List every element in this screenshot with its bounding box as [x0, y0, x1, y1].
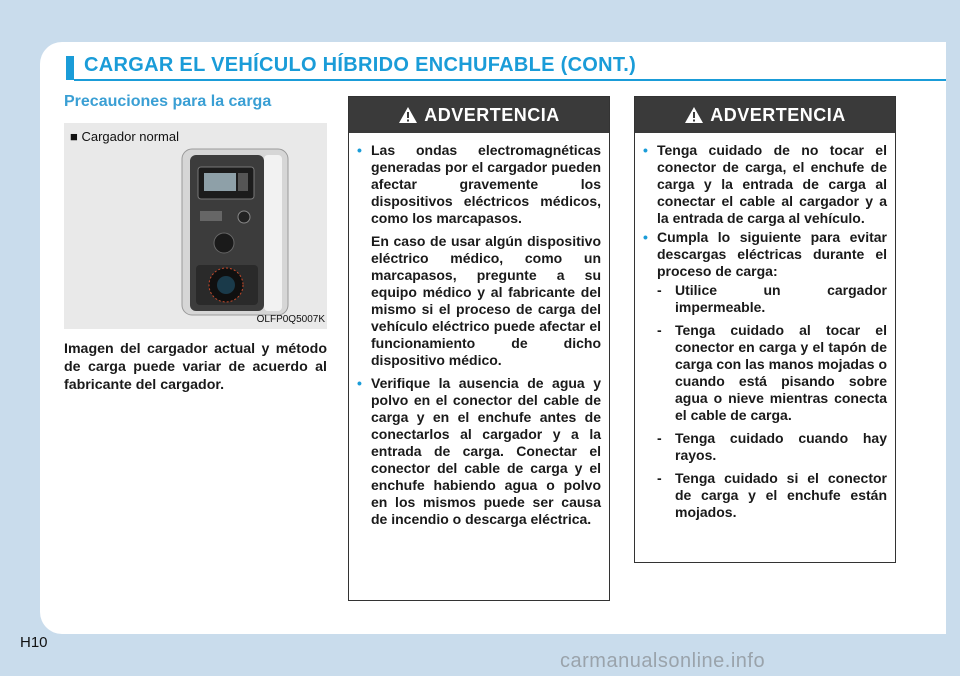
warning-bullet: • Verifique la ausencia de agua y polvo en el conector del cable de carga y en el enchufe antes de conectarlos al cargador y a la entrada de carga. Conectar el conector del cable de carga y el enchufe habiendo agua o polvo en los mismos puede ser causa de incendio o descarga eléctrica. — [357, 375, 601, 528]
warning-title: ADVERTENCIA — [424, 104, 560, 125]
dash-mark: - — [657, 430, 662, 446]
warning-paragraph: En caso de usar algún dispositivo eléctrico médico, como un marcapasos, pregunte a su equipo médico y al fabricante del mismo si el proceso de carga del vehículo eléctrico puede afectar el funcionamiento de dicho dispositivo médico. — [371, 233, 601, 368]
dash-text: Tenga cuidado cuando hay rayos. — [675, 430, 887, 463]
warning-dash-item — [643, 322, 887, 424]
figure-caption: ■ Cargador normal — [70, 129, 180, 144]
figure-code: OLFP0Q5007K — [256, 314, 325, 325]
warning-dash-item — [643, 430, 887, 464]
dash-text: Utilice un cargador impermeable. — [675, 282, 887, 315]
warning-bullet: • Tenga cuidado de no tocar el conector de carga, el enchufe de carga y la entrada de carga al conectar el cable al cargador y a la entrada de carga al vehículo. — [643, 142, 887, 227]
header-accent-bar — [66, 56, 74, 80]
warning-header — [349, 97, 609, 133]
dash-text: Tenga cuidado al tocar el conector en carga y el tapón de carga con las manos mojadas o cuando está pisando sobre agua o nieve mientras conecta el cable de carga. — [675, 322, 887, 423]
dash-mark: - — [657, 322, 662, 338]
warning-box-left — [348, 96, 610, 601]
watermark: carmanualsonline.info — [560, 650, 766, 672]
figure-note: Imagen del cargador actual y método de carga puede variar de acuerdo al fabricante del cargador. — [64, 341, 327, 393]
header-rule — [74, 79, 946, 81]
charger-illustration — [176, 147, 294, 317]
dash-mark: - — [657, 470, 662, 486]
charger-figure — [64, 123, 327, 329]
page-number: H10 — [20, 634, 48, 651]
warning-body — [635, 133, 895, 535]
warning-triangle-icon — [398, 106, 418, 124]
warning-title: ADVERTENCIA — [710, 104, 846, 125]
warning-box-right — [634, 96, 896, 563]
warning-triangle-icon — [684, 106, 704, 124]
warning-dash-item — [643, 282, 887, 316]
warning-header — [635, 97, 895, 133]
dash-mark: - — [657, 282, 662, 298]
dash-text: Tenga cuidado si el conector de carga y el enchufe están mojados. — [675, 470, 887, 520]
warning-dash-item — [643, 470, 887, 521]
warning-body — [349, 133, 609, 538]
section-title: Precauciones para la carga — [64, 93, 272, 110]
warning-bullet: • Las ondas electromagnéticas generadas por el cargador pueden afectar gravemente los dispositivos eléctricos médicos, como los marcapasos. — [357, 142, 601, 227]
chapter-title: CARGAR EL VEHÍCULO HÍBRIDO ENCHUFABLE (CONT.) — [84, 54, 637, 76]
warning-bullet: • Cumpla lo siguiente para evitar descargas eléctricas durante el proceso de carga: — [643, 229, 887, 280]
